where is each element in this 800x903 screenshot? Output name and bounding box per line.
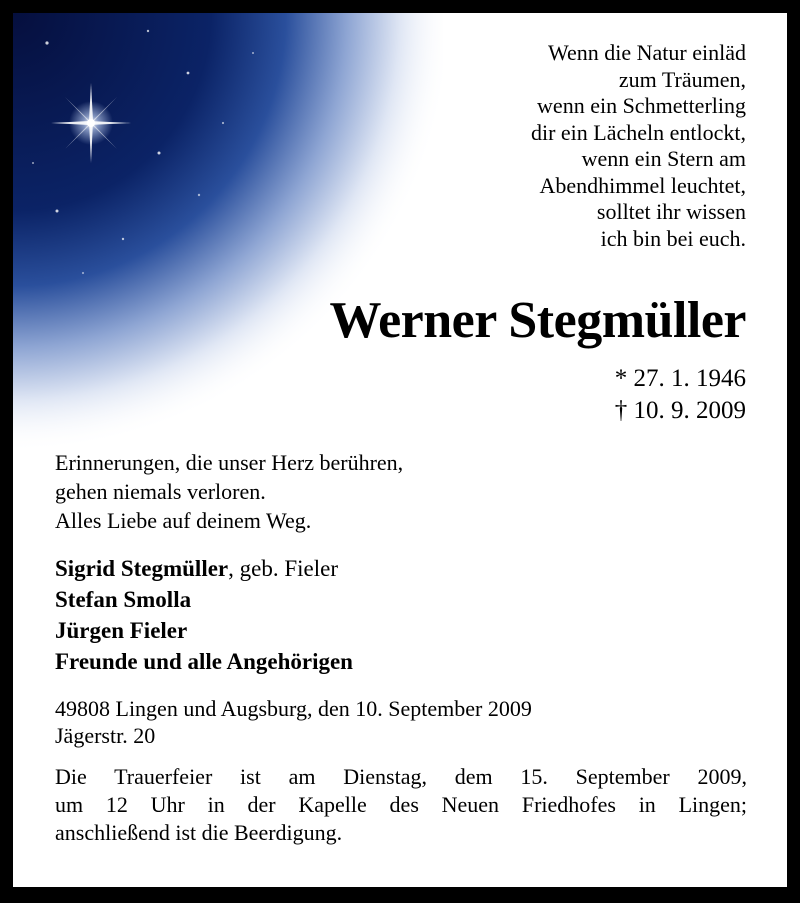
life-dates [615, 363, 746, 427]
memories-line: gehen niemals verloren. [55, 479, 266, 504]
poem-line: Abendhimmel leuchtet, [539, 172, 746, 198]
poem-line: zum Träumen, [618, 66, 746, 92]
poem [386, 40, 746, 252]
death-date: † 10. 9. 2009 [614, 397, 746, 424]
night-sky-image [13, 13, 443, 453]
funeral-line: Die Trauerfeier ist am Dienstag, dem 15. September 2009, [55, 764, 747, 789]
memories-text [55, 448, 403, 535]
family-member-name: Jürgen Fieler [55, 618, 188, 643]
family-list [55, 553, 353, 677]
poem-line: Wenn die Natur einläd [548, 40, 746, 65]
poem-line: solltet ihr wissen [596, 199, 746, 224]
family-member [55, 646, 353, 677]
funeral-notice [55, 763, 747, 847]
poem-line: wenn ein Schmetterling [537, 93, 746, 118]
place-date-line: 49808 Lingen und Augsburg, den 10. September 2009 [55, 696, 532, 721]
deceased-name: Werner Stegmüller [329, 292, 746, 349]
family-member [55, 615, 353, 646]
funeral-line: anschließend ist die Beerdigung. [55, 820, 343, 845]
street-line: Jägerstr. 20 [55, 723, 156, 748]
memories-line: Erinnerungen, die unser Herz berühren, [55, 450, 404, 475]
family-member [55, 584, 353, 615]
birth-date: * 27. 1. 1946 [614, 365, 746, 392]
family-member-name: Freunde und alle Angehörigen [55, 649, 353, 674]
family-primary-suffix: , geb. Fieler [228, 556, 338, 581]
poem-line: dir ein Lächeln entlockt, [530, 119, 746, 145]
poem-line: wenn ein Stern am [581, 146, 746, 171]
family-primary-name: Sigrid Stegmüller [55, 556, 229, 581]
place-and-address [55, 695, 532, 749]
obituary-card [13, 13, 787, 887]
family-member-name: Stefan Smolla [55, 587, 192, 612]
funeral-line: um 12 Uhr in der Kapelle des Neuen Friedhofes in Lingen; [55, 792, 747, 817]
poem-line: ich bin bei euch. [600, 225, 746, 251]
family-member-primary [55, 553, 353, 584]
memories-line: Alles Liebe auf deinem Weg. [55, 508, 312, 533]
